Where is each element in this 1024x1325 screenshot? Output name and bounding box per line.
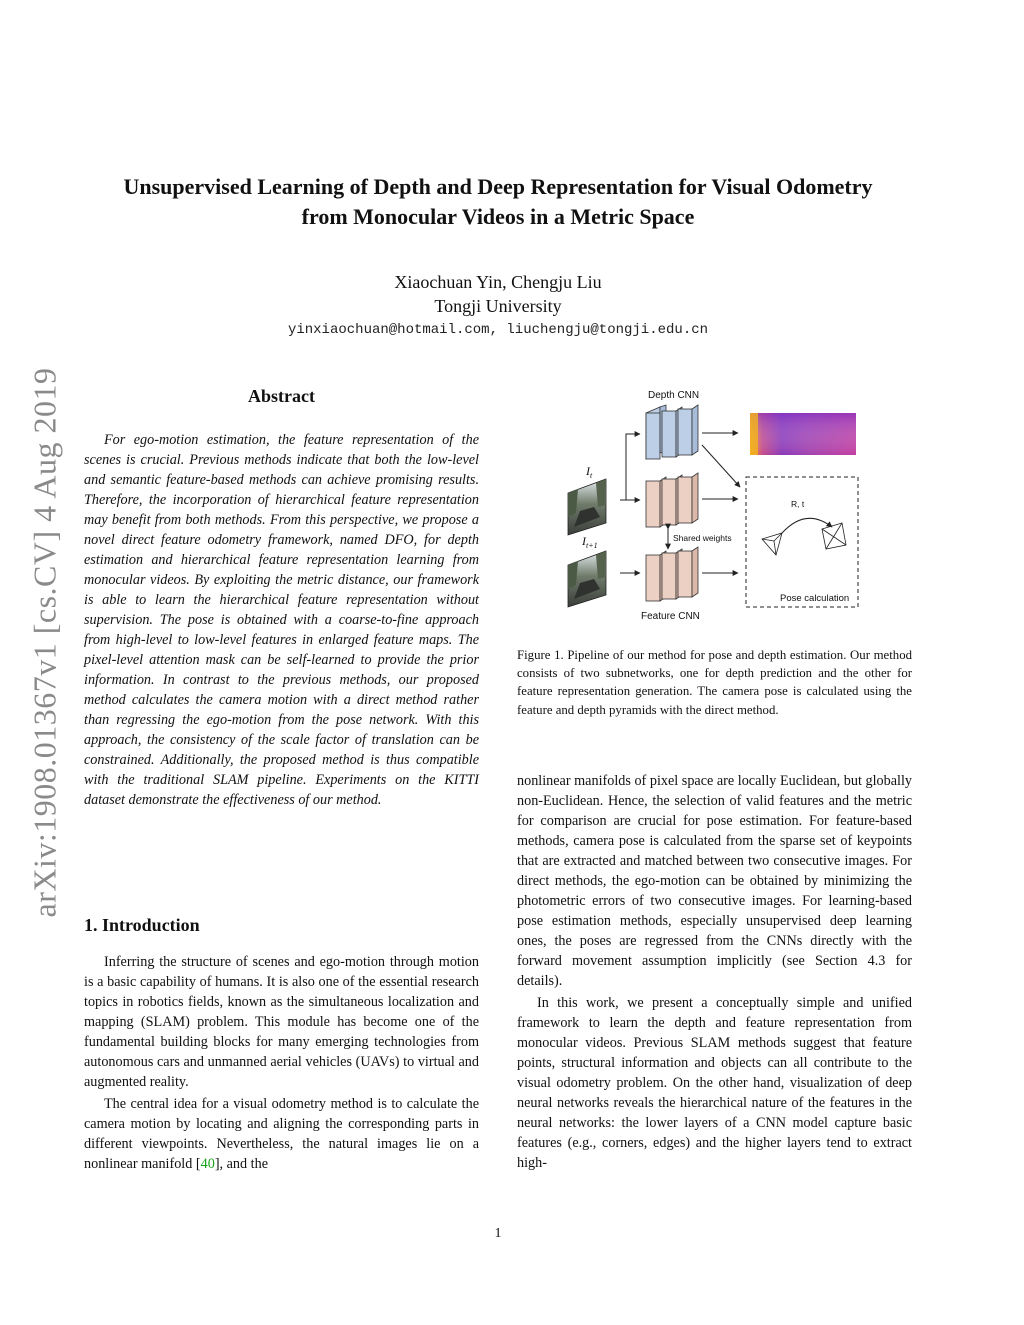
feature-cnn-label: Feature CNN (641, 611, 700, 622)
camera-frustum-icon (762, 523, 846, 555)
page-number: 1 (494, 1226, 502, 1241)
abstract-text: For ego-motion estimation, the feature representation of the scenes is crucial. Previous methods indicate that both the low-level and semantic feature-based methods can achieve promising results. Therefore, the incorporation of hierarchical feature representation may benefit from both methods. From this perspective, we propose a novel direct feature odometry framework, named DFO, for depth estimation and hierarchical feature representation learning from monocular videos. By exploiting the metric distance, our framework is able to learn the hierarchical feature representation without supervision. The pose is obtained with a coarse-to-fine approach from high-level to low-level features in enlarged feature maps. The pixel-level attention mask can be self-learned to provide the prior information. In contrast to the previous methods, our proposed method calculates the camera motion with a direct method rather than regressing the ego-motion from the pose network. With this approach, the consistency of the scale factor of translation can be constrained. Additionally, the proposed method is thus compatible with the traditional SLAM pipeline. Experiments on the KITTI dataset demonstrate the effectiveness of our method. (84, 432, 479, 808)
figure-1 (560, 383, 870, 628)
section-heading-introduction: 1. Introduction (84, 915, 200, 935)
abstract-heading: Abstract (248, 386, 315, 406)
figure-1-caption: Figure 1. Pipeline of our method for pose and depth estimation. Our method consists of two subnetworks, one for depth prediction and the other for feature representation generation. The camera pose is calculated using the feature and depth pyramids with the direct method. (517, 648, 912, 717)
input-connectors (620, 434, 640, 573)
pipeline-diagram (560, 383, 870, 628)
feature-cnn-block-top (646, 473, 698, 527)
introduction-body (84, 952, 479, 1174)
right-paragraph-2: In this work, we present a conceptually simple and unified framework to learn the depth and feature representation from monocular videos. Previous SLAM methods suggest that feature points, structural information and objects can all contribute to the visual odometry problem. On the other hand, visualization of deep neural networks reveals the hierarchical nature of the features in the neural networks: the lower layers of a CNN model capture basic features (e.g., corners, edges) and the higher layers tend to extract high- (517, 995, 912, 1171)
output-arrows (702, 433, 740, 573)
arxiv-identifier-text: arXiv:1908.01367v1 [cs.CV] 4 Aug 2019 (26, 367, 63, 918)
intro-paragraph-2-text: The central idea for a visual odometry method is to calculate the camera motion by locating and aligning the corresponding parts in different viewpoints. Nevertheless, the natural images lie on a nonlinear manifold [ (84, 1096, 479, 1172)
paper-title (60, 172, 936, 232)
shared-weights-label: Shared weights (673, 533, 732, 543)
frame-t1-image (568, 551, 606, 607)
pose-calculation-label: Pose calculation (780, 593, 850, 604)
intro-paragraph-1: Inferring the structure of scenes and ego-motion through motion is a basic capability of humans. It is also one of the essential research topics in robotics fields, known as the simultaneous localization and mapping (SLAM) problem. This module has become one of the fundamental building blocks for many emerging technologies from autonomous cars and unmanned aerial vehicles (UAVs) to virtual and augmented reality. (84, 954, 479, 1090)
feature-cnn-block-bottom (646, 547, 698, 601)
citation-link[interactable]: 40 (200, 1156, 215, 1172)
arxiv-identifier (20, 355, 70, 930)
right-column-body (517, 771, 912, 1173)
depth-map-output (750, 413, 856, 455)
author-emails: yinxiaochuan@hotmail.com, liuchengju@tongji.edu.cn (287, 322, 709, 338)
rt-label: R, t (791, 499, 805, 509)
intro-paragraph-2 (84, 1094, 479, 1174)
intro-paragraph-2-tail: ], and the (214, 1156, 268, 1172)
right-paragraph-1: nonlinear manifolds of pixel space are locally Euclidean, but globally non-Euclidean. Hence, the selection of valid features and the metric for comparison are crucial for pose estimation. For feature-based methods, camera pose is calculated from the sparse set of keypoints that are extracted and matched between two consecutive images. For direct methods, the ego-motion can be obtained by minimizing the photometric errors of two consecutive images. For learning-based pose estimation methods, especially unsupervised deep learning ones, the poses are regressed from the CNNs directly with the forward movement assumption implicitly (see Section 4.3 for details). (517, 773, 912, 989)
title-line-1: Unsupervised Learning of Depth and Deep Representation for Visual Odometry (123, 174, 873, 199)
depth-cnn-label: Depth CNN (648, 390, 700, 401)
depth-cnn-block (646, 405, 698, 459)
affiliation: Tongji University (434, 296, 562, 316)
authors: Xiaochuan Yin, Chengju Liu (394, 272, 602, 292)
title-line-2: from Monocular Videos in a Metric Space (301, 204, 695, 229)
frame-t-image (568, 479, 606, 535)
frame-t1-label: $I_{t+1}$ (582, 534, 598, 550)
frame-t-label: $I_t$ (586, 464, 593, 480)
